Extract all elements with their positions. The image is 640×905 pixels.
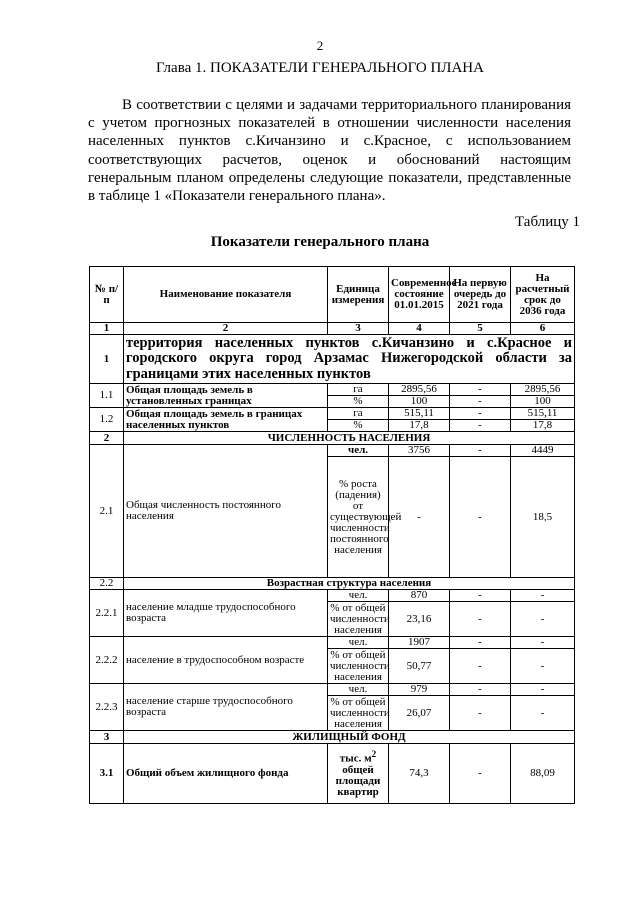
row-number: 2.2.1	[90, 590, 124, 637]
column-number: 4	[389, 323, 450, 335]
section-row	[90, 731, 575, 744]
table-row	[90, 684, 575, 696]
term-value: 88,09	[511, 744, 575, 804]
row-number: 2	[90, 432, 124, 445]
unit-cell: % роста (падения) от существующей численности постоянного населения	[328, 457, 389, 578]
term-value: -	[511, 649, 575, 684]
section-title: территория населенных пунктов с.Кичанзино и с.Красное и городского округа город Арзамас Нижегородской области за границами этих населенных пунктов	[124, 335, 575, 384]
current-value: 74,3	[389, 744, 450, 804]
table-row	[90, 445, 575, 457]
current-value: 515,11	[389, 408, 450, 420]
table-row	[90, 637, 575, 649]
current-value: -	[389, 457, 450, 578]
current-value: 100	[389, 396, 450, 408]
first-stage-value: -	[450, 602, 511, 637]
term-value: 4449	[511, 445, 575, 457]
current-value: 17,8	[389, 420, 450, 432]
table-row	[90, 590, 575, 602]
unit-cell: % от общей численности населения	[328, 649, 389, 684]
table-header-row	[90, 267, 575, 323]
row-number: 2.2.3	[90, 684, 124, 731]
row-number: 3	[90, 731, 124, 744]
first-stage-value: -	[450, 696, 511, 731]
first-stage-value: -	[450, 637, 511, 649]
first-stage-value: -	[450, 420, 511, 432]
column-number: 3	[328, 323, 389, 335]
section-title: ЧИСЛЕННОСТЬ НАСЕЛЕНИЯ	[124, 432, 575, 445]
column-number: 5	[450, 323, 511, 335]
row-number: 1.1	[90, 384, 124, 408]
term-value: -	[511, 696, 575, 731]
current-value: 1907	[389, 637, 450, 649]
chapter-title: Глава 1. ПОКАЗАТЕЛИ ГЕНЕРАЛЬНОГО ПЛАНА	[156, 60, 484, 76]
first-stage-value: -	[450, 457, 511, 578]
column-number: 1	[90, 323, 124, 335]
section-row	[90, 335, 575, 384]
column-number: 2	[124, 323, 328, 335]
row-number: 1	[90, 335, 124, 384]
term-value: -	[511, 602, 575, 637]
row-number: 2.2	[90, 578, 124, 590]
row-number: 2.1	[90, 445, 124, 578]
first-stage-value: -	[450, 445, 511, 457]
unit-prefix: тыс. м	[339, 752, 372, 765]
term-value: 2895,56	[511, 384, 575, 396]
header-unit: Единица измерения	[328, 267, 389, 323]
first-stage-value: -	[450, 684, 511, 696]
indicator-name: население старше трудоспособного возраста	[124, 684, 328, 731]
indicator-name: Общая площадь земель в установленных границах	[124, 384, 328, 408]
unit-cell: га	[328, 384, 389, 396]
header-name: Наименование показателя	[124, 267, 328, 323]
header-num: № п/п	[90, 267, 124, 323]
header-term: На расчетный срок до 2036 года	[511, 267, 575, 323]
unit-superscript: 2	[371, 749, 377, 760]
table-row	[90, 744, 575, 804]
column-number-row	[90, 323, 575, 335]
term-value: 18,5	[511, 457, 575, 578]
indicator-name: Общая площадь земель в границах населенных пунктов	[124, 408, 328, 432]
indicator-name: Общий объем жилищного фонда	[124, 744, 328, 804]
unit-cell: % от общей численности населения	[328, 602, 389, 637]
unit-cell	[328, 744, 389, 804]
table-row	[90, 408, 575, 420]
unit-cell: чел.	[328, 590, 389, 602]
current-value: 3756	[389, 445, 450, 457]
section-title: ЖИЛИЩНЫЙ ФОНД	[124, 731, 575, 744]
unit-cell: %	[328, 420, 389, 432]
indicator-name: Общая численность постоянного населения	[124, 445, 328, 578]
row-number: 1.2	[90, 408, 124, 432]
subsection-row	[90, 578, 575, 590]
term-value: 17,8	[511, 420, 575, 432]
current-value: 50,77	[389, 649, 450, 684]
current-value: 23,16	[389, 602, 450, 637]
section-row	[90, 432, 575, 445]
unit-cell: %	[328, 396, 389, 408]
current-value: 870	[389, 590, 450, 602]
indicator-name: население младше трудоспособного возраста	[124, 590, 328, 637]
unit-cell: чел.	[328, 445, 389, 457]
row-number: 2.2.2	[90, 637, 124, 684]
page-number: 2	[316, 38, 324, 53]
indicator-name: население в трудоспособном возрасте	[124, 637, 328, 684]
first-stage-value: -	[450, 384, 511, 396]
row-number: 3.1	[90, 744, 124, 804]
first-stage-value: -	[450, 408, 511, 420]
current-value: 979	[389, 684, 450, 696]
term-value: -	[511, 684, 575, 696]
term-value: 515,11	[511, 408, 575, 420]
table-row	[90, 384, 575, 396]
term-value: -	[511, 637, 575, 649]
unit-cell: чел.	[328, 684, 389, 696]
header-first-stage: На первую очередь до 2021 года	[450, 267, 511, 323]
unit-suffix: общей площади квартир	[335, 763, 381, 798]
intro-paragraph: В соответствии с целями и задачами территориального планирования с учетом прогнозных показателей в отношении численности населения населенных пунктов с.Кичанзино и с.Красное, с использованием соответствующих расчетов, оценок и обоснований настоящим генеральным планом определены следующие показатели, представленные в таблице 1 «Показатели генерального плана».	[88, 97, 571, 205]
term-value: -	[511, 590, 575, 602]
unit-cell: % от общей численности населения	[328, 696, 389, 731]
table-number: Таблицу 1	[515, 214, 580, 230]
subsection-title: Возрастная структура населения	[124, 578, 575, 590]
indicators-table	[89, 266, 575, 804]
first-stage-value: -	[450, 590, 511, 602]
term-value: 100	[511, 396, 575, 408]
table-title: Показатели генерального плана	[210, 234, 430, 250]
first-stage-value: -	[450, 396, 511, 408]
current-value: 26,07	[389, 696, 450, 731]
header-current: Современное состояние 01.01.2015	[389, 267, 450, 323]
first-stage-value: -	[450, 744, 511, 804]
column-number: 6	[511, 323, 575, 335]
unit-cell: га	[328, 408, 389, 420]
unit-cell: чел.	[328, 637, 389, 649]
first-stage-value: -	[450, 649, 511, 684]
current-value: 2895,56	[389, 384, 450, 396]
